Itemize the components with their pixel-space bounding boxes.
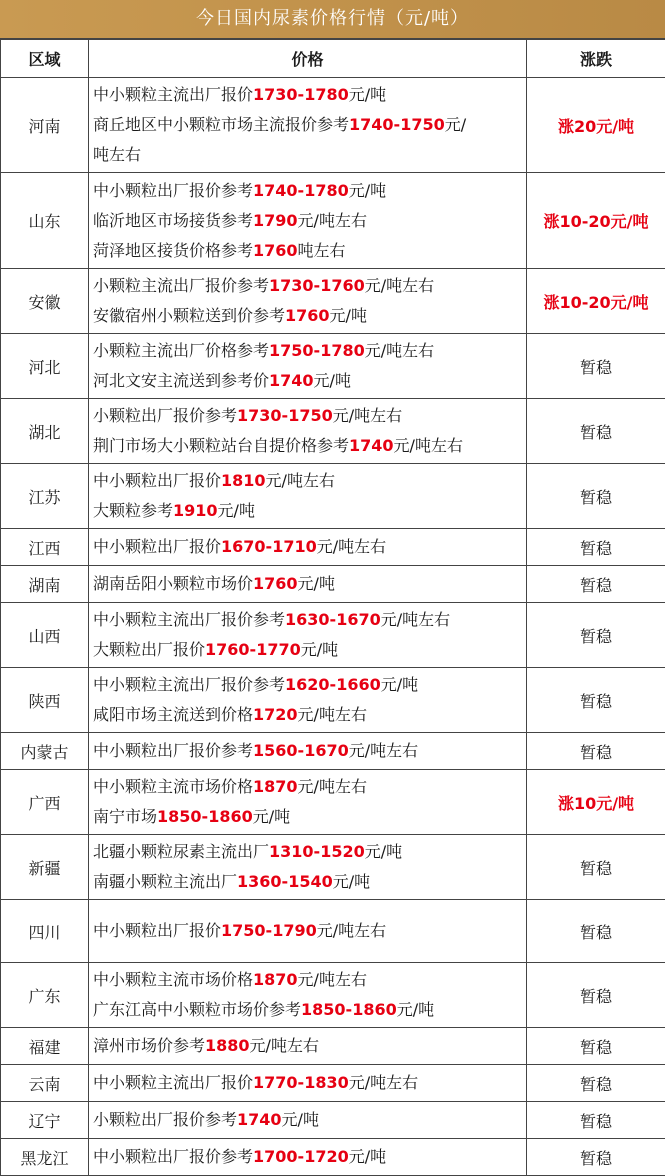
price-cell — [89, 900, 527, 963]
price-text: 安徽宿州小颗粒送到价参考 — [93, 306, 285, 325]
price-text: 中小颗粒主流出厂报价 — [93, 1073, 253, 1092]
price-text: 元/吨左右 — [298, 777, 367, 796]
price-text: 中小颗粒主流出厂报价参考 — [93, 675, 285, 694]
price-line — [93, 1105, 522, 1135]
price-text: 元/吨 — [333, 872, 370, 891]
price-value: 1760 — [285, 306, 330, 325]
region-cell: 云南 — [1, 1065, 89, 1102]
change-badge-rise: 涨10-20元/吨 — [527, 269, 665, 334]
table-row — [1, 464, 665, 529]
table-row — [1, 269, 665, 334]
table-row — [1, 835, 665, 900]
price-text: 元/吨左右 — [298, 705, 367, 724]
region-cell: 河北 — [1, 334, 89, 399]
region-cell: 新疆 — [1, 835, 89, 900]
price-cell — [89, 529, 527, 566]
change-badge-stable: 暂稳 — [527, 835, 665, 900]
change-badge-stable: 暂稳 — [527, 1139, 665, 1176]
price-text: 元/吨左右 — [317, 921, 386, 940]
price-line — [93, 837, 522, 867]
price-text: 河北文安主流送到参考价 — [93, 371, 269, 390]
price-value: 1790 — [253, 211, 298, 230]
region-cell: 山东 — [1, 173, 89, 269]
price-value: 1740 — [269, 371, 314, 390]
change-badge-stable: 暂稳 — [527, 529, 665, 566]
price-text: 元/吨 — [349, 1147, 386, 1166]
price-cell — [89, 173, 527, 269]
price-text: 大颗粒出厂报价 — [93, 640, 205, 659]
region-cell: 内蒙古 — [1, 733, 89, 770]
price-text: 中小颗粒出厂报价参考 — [93, 741, 253, 760]
change-badge-stable: 暂稳 — [527, 963, 665, 1028]
price-text: 荆门市场大小颗粒站台自提价格参考 — [93, 436, 349, 455]
change-badge-rise: 涨10-20元/吨 — [527, 173, 665, 269]
price-text: 小颗粒出厂报价参考 — [93, 1110, 237, 1129]
price-cell — [89, 1139, 527, 1176]
change-badge-stable: 暂稳 — [527, 334, 665, 399]
price-text: 元/吨左右 — [250, 1036, 319, 1055]
table-row — [1, 963, 665, 1028]
table-header-row — [1, 40, 665, 78]
price-text: 元/吨左右 — [333, 406, 402, 425]
price-line — [93, 995, 522, 1025]
price-cell — [89, 603, 527, 668]
price-line — [93, 802, 522, 832]
price-text: 中小颗粒主流出厂报价 — [93, 85, 253, 104]
price-text: 元/吨 — [349, 85, 386, 104]
region-cell: 黑龙江 — [1, 1139, 89, 1176]
table-row — [1, 399, 665, 464]
price-text: 元/吨 — [330, 306, 367, 325]
table-row — [1, 668, 665, 733]
price-line — [93, 236, 522, 266]
price-text: 菏泽地区接货价格参考 — [93, 241, 253, 260]
table-row — [1, 770, 665, 835]
column-header-price: 价格 — [89, 40, 527, 78]
price-line — [93, 431, 522, 461]
price-value: 1740-1750 — [349, 115, 445, 134]
price-value: 1910 — [173, 501, 218, 520]
change-badge-stable: 暂稳 — [527, 399, 665, 464]
price-text: 元/吨 — [381, 675, 418, 694]
price-text: 元/吨左右 — [349, 1073, 418, 1092]
price-value: 1850-1860 — [157, 807, 253, 826]
region-cell: 广东 — [1, 963, 89, 1028]
table-row — [1, 1102, 665, 1139]
price-text: 元/吨 — [314, 371, 351, 390]
table-row — [1, 78, 665, 173]
region-cell: 湖北 — [1, 399, 89, 464]
price-line — [93, 670, 522, 700]
price-text: 中小颗粒出厂报价参考 — [93, 1147, 253, 1166]
price-line — [93, 605, 522, 635]
change-badge-rise: 涨10元/吨 — [527, 770, 665, 835]
table-row — [1, 1028, 665, 1065]
price-cell — [89, 733, 527, 770]
price-text: 中小颗粒出厂报价 — [93, 537, 221, 556]
price-text: 元/吨左右 — [349, 741, 418, 760]
table-row — [1, 1065, 665, 1102]
price-value: 1730-1760 — [269, 276, 365, 295]
region-cell: 山西 — [1, 603, 89, 668]
price-text: 中小颗粒出厂报价参考 — [93, 181, 253, 200]
price-cell — [89, 78, 527, 173]
price-text: 元/吨 — [365, 842, 402, 861]
price-cell — [89, 566, 527, 603]
table-row — [1, 900, 665, 963]
price-line — [93, 736, 522, 766]
price-value: 1700-1720 — [253, 1147, 349, 1166]
price-value: 1880 — [205, 1036, 250, 1055]
price-text: 大颗粒参考 — [93, 501, 173, 520]
price-text: 小颗粒主流出厂报价参考 — [93, 276, 269, 295]
change-badge-stable: 暂稳 — [527, 900, 665, 963]
price-line — [93, 496, 522, 526]
price-text: 元/吨 — [218, 501, 255, 520]
region-cell: 湖南 — [1, 566, 89, 603]
table-row — [1, 733, 665, 770]
price-value: 1560-1670 — [253, 741, 349, 760]
price-text: 湖南岳阳小颗粒市场价 — [93, 574, 253, 593]
price-text: 广东江高中小颗粒市场价参考 — [93, 1000, 301, 1019]
change-badge-rise: 涨20元/吨 — [527, 78, 665, 173]
price-cell — [89, 1028, 527, 1065]
region-cell: 广西 — [1, 770, 89, 835]
price-text: 元/吨左右 — [266, 471, 335, 490]
price-value: 1740-1780 — [253, 181, 349, 200]
price-cell — [89, 399, 527, 464]
region-cell: 江西 — [1, 529, 89, 566]
region-cell: 陕西 — [1, 668, 89, 733]
region-cell: 四川 — [1, 900, 89, 963]
price-cell — [89, 269, 527, 334]
change-badge-stable: 暂稳 — [527, 603, 665, 668]
price-line — [93, 916, 522, 946]
price-text: 小颗粒出厂报价参考 — [93, 406, 237, 425]
price-text: 吨左右 — [93, 145, 141, 164]
price-value: 1850-1860 — [301, 1000, 397, 1019]
price-value: 1630-1670 — [285, 610, 381, 629]
price-value: 1770-1830 — [253, 1073, 349, 1092]
change-badge-stable: 暂稳 — [527, 566, 665, 603]
price-line — [93, 301, 522, 331]
price-line — [93, 206, 522, 236]
price-cell — [89, 334, 527, 399]
price-text: 元/吨左右 — [381, 610, 450, 629]
price-value: 1810 — [221, 471, 266, 490]
price-cell — [89, 1102, 527, 1139]
price-line — [93, 366, 522, 396]
price-value: 1870 — [253, 970, 298, 989]
price-line — [93, 635, 522, 665]
price-line — [93, 700, 522, 730]
price-value: 1740 — [237, 1110, 282, 1129]
price-cell — [89, 835, 527, 900]
price-line — [93, 140, 522, 170]
price-cell — [89, 770, 527, 835]
price-cell — [89, 464, 527, 529]
price-line — [93, 1068, 522, 1098]
price-text: 中小颗粒主流出厂报价参考 — [93, 610, 285, 629]
price-line — [93, 110, 522, 140]
price-text: 元/吨 — [349, 181, 386, 200]
change-badge-stable: 暂稳 — [527, 1065, 665, 1102]
price-value: 1730-1780 — [253, 85, 349, 104]
price-value: 1760 — [253, 574, 298, 593]
table-row — [1, 173, 665, 269]
price-text: 中小颗粒出厂报价 — [93, 471, 221, 490]
price-text: 中小颗粒主流市场价格 — [93, 777, 253, 796]
price-line — [93, 401, 522, 431]
price-text: 小颗粒主流出厂价格参考 — [93, 341, 269, 360]
price-line — [93, 532, 522, 562]
change-badge-stable: 暂稳 — [527, 1102, 665, 1139]
price-cell — [89, 1065, 527, 1102]
price-line — [93, 772, 522, 802]
price-text: 临沂地区市场接货参考 — [93, 211, 253, 230]
price-line — [93, 569, 522, 599]
table-row — [1, 334, 665, 399]
price-text: 南宁市场 — [93, 807, 157, 826]
price-text: 元/吨左右 — [298, 970, 367, 989]
price-text: 北疆小颗粒尿素主流出厂 — [93, 842, 269, 861]
table-row — [1, 566, 665, 603]
table-row — [1, 603, 665, 668]
price-text: 元/吨左右 — [298, 211, 367, 230]
region-cell: 福建 — [1, 1028, 89, 1065]
price-value: 1750-1790 — [221, 921, 317, 940]
price-line — [93, 176, 522, 206]
column-header-region: 区域 — [1, 40, 89, 78]
table-row — [1, 1139, 665, 1176]
price-value: 1760-1770 — [205, 640, 301, 659]
price-value: 1740 — [349, 436, 394, 455]
price-line — [93, 80, 522, 110]
price-line — [93, 1031, 522, 1061]
price-value: 1720 — [253, 705, 298, 724]
change-badge-stable: 暂稳 — [527, 668, 665, 733]
price-line — [93, 867, 522, 897]
price-text: 中小颗粒出厂报价 — [93, 921, 221, 940]
region-cell: 江苏 — [1, 464, 89, 529]
price-text: 元/吨 — [298, 574, 335, 593]
column-header-change: 涨跌 — [527, 40, 665, 78]
price-text: 元/吨 — [301, 640, 338, 659]
change-badge-stable: 暂稳 — [527, 1028, 665, 1065]
price-text: 元/ — [445, 115, 466, 134]
price-text: 元/吨左右 — [365, 341, 434, 360]
page-title: 今日国内尿素价格行情（元/吨） — [0, 0, 665, 39]
price-text: 元/吨左右 — [365, 276, 434, 295]
price-value: 1670-1710 — [221, 537, 317, 556]
price-text: 元/吨左右 — [317, 537, 386, 556]
price-line — [93, 271, 522, 301]
price-text: 元/吨左右 — [394, 436, 463, 455]
price-line — [93, 1142, 522, 1172]
price-value: 1620-1660 — [285, 675, 381, 694]
price-text: 元/吨 — [282, 1110, 319, 1129]
price-value: 1730-1750 — [237, 406, 333, 425]
price-text: 商丘地区中小颗粒市场主流报价参考 — [93, 115, 349, 134]
price-line — [93, 466, 522, 496]
price-text: 元/吨 — [253, 807, 290, 826]
price-value: 1870 — [253, 777, 298, 796]
price-text: 吨左右 — [298, 241, 346, 260]
region-cell: 河南 — [1, 78, 89, 173]
price-value: 1310-1520 — [269, 842, 365, 861]
table-body — [1, 78, 665, 1176]
price-value: 1760 — [253, 241, 298, 260]
price-text: 元/吨 — [397, 1000, 434, 1019]
price-cell — [89, 668, 527, 733]
price-table — [0, 39, 665, 1176]
price-value: 1750-1780 — [269, 341, 365, 360]
region-cell: 辽宁 — [1, 1102, 89, 1139]
price-text: 中小颗粒主流市场价格 — [93, 970, 253, 989]
change-badge-stable: 暂稳 — [527, 464, 665, 529]
change-badge-stable: 暂稳 — [527, 733, 665, 770]
price-value: 1360-1540 — [237, 872, 333, 891]
price-cell — [89, 963, 527, 1028]
table-row — [1, 529, 665, 566]
price-text: 南疆小颗粒主流出厂 — [93, 872, 237, 891]
price-text: 咸阳市场主流送到价格 — [93, 705, 253, 724]
price-text: 漳州市场价参考 — [93, 1036, 205, 1055]
region-cell: 安徽 — [1, 269, 89, 334]
price-line — [93, 336, 522, 366]
price-line — [93, 965, 522, 995]
